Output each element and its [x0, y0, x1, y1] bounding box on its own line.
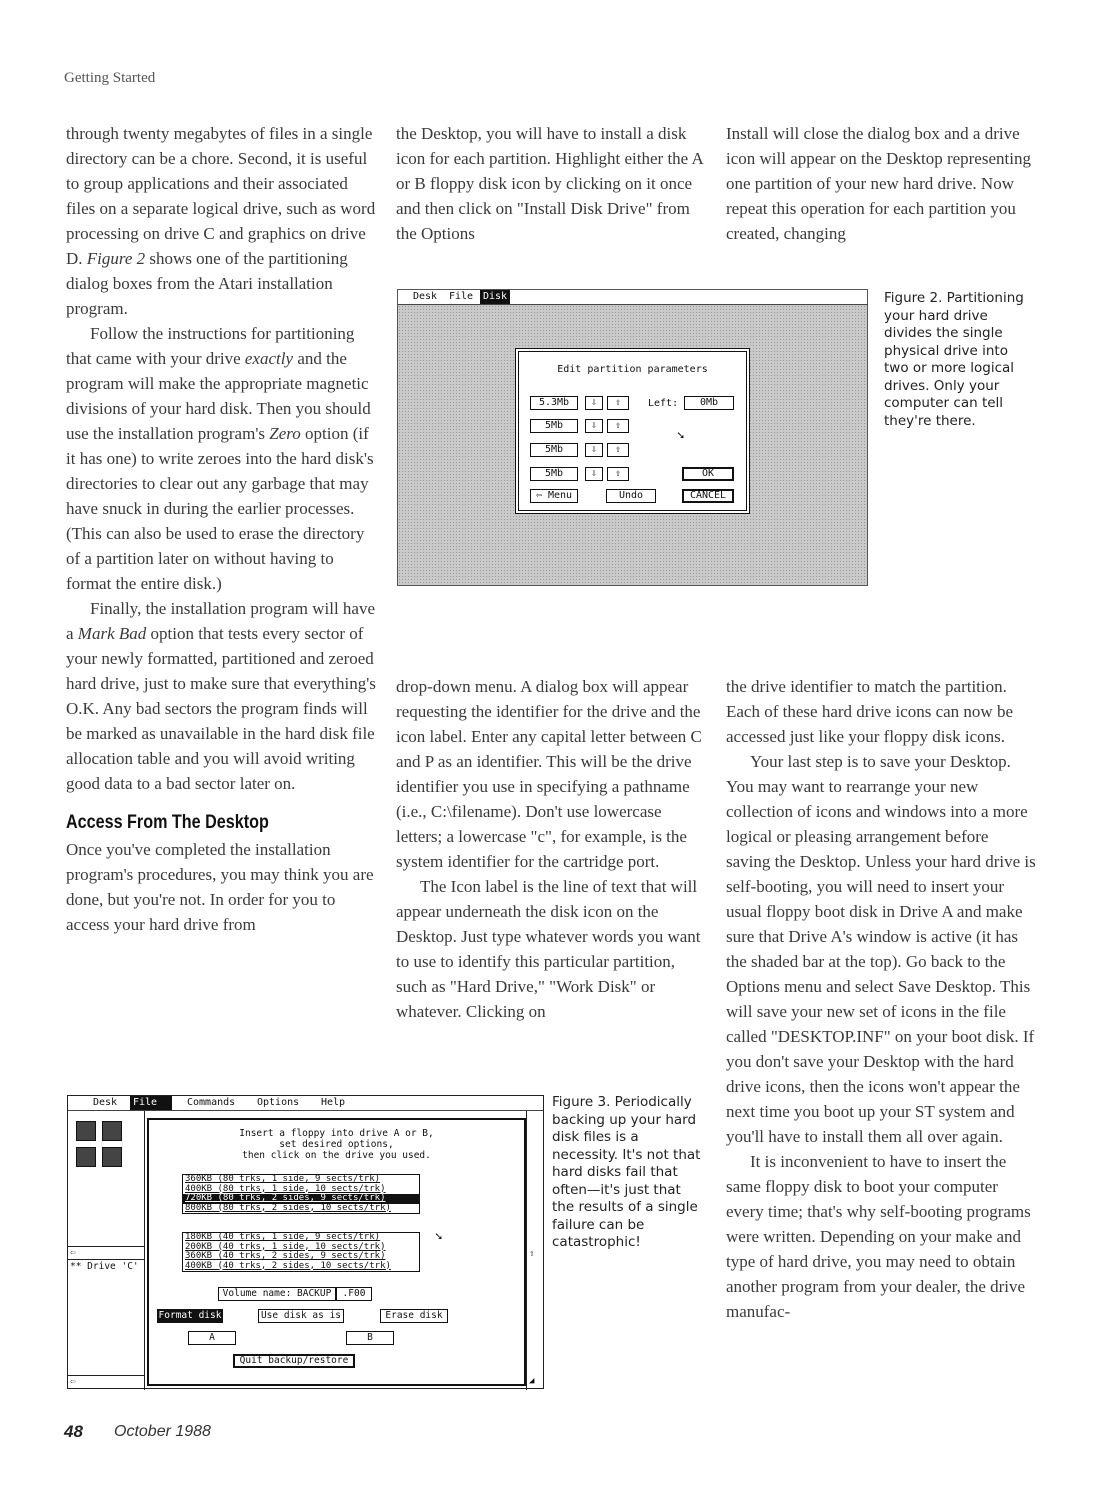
fig3-volume-ext-field[interactable]: .F00 [336, 1287, 372, 1301]
fig2-up-arrow-icon: ⇧ [607, 443, 629, 457]
fig2-down-arrow-icon: ⇩ [585, 419, 603, 433]
fig3-quit-button[interactable]: Quit backup/restore [233, 1354, 355, 1368]
fig2-up-arrow-icon: ⇧ [607, 467, 629, 481]
fig2-partition-4: 5Mb [530, 467, 578, 481]
fig3-resize-icon: ◢ [529, 1376, 535, 1386]
fig3-format-option[interactable]: 400KB (40 trks, 2 sides, 10 sects/trk) [185, 1260, 391, 1271]
folder-icon [102, 1121, 122, 1141]
fig2-dialog-title: Edit partition parameters [557, 364, 708, 375]
fig3-drive-window [68, 1111, 145, 1390]
file-icon [76, 1147, 96, 1167]
column-3-bottom [726, 674, 1036, 1324]
fig2-left-value: 0Mb [684, 396, 734, 410]
fig2-up-arrow-icon: ⇧ [607, 419, 629, 433]
fig2-ok-button[interactable]: OK [682, 467, 734, 481]
col1-paragraph-4: Once you've completed the installation program's procedures, you may think you are done, but you're not. In order for you to access your hard drive from [66, 840, 374, 934]
column-3-top [726, 121, 1036, 246]
fig3-menu-desk: Desk [93, 1097, 118, 1108]
fig3-scrollbar [526, 1111, 543, 1390]
figure-3-screenshot [67, 1095, 544, 1389]
fig3-format-disk-button[interactable]: Format disk [158, 1310, 222, 1321]
fig2-undo-button[interactable]: Undo [606, 489, 656, 503]
fig2-down-arrow-icon: ⇩ [585, 467, 603, 481]
fig2-partition-1: 5.3Mb [530, 396, 578, 410]
fig2-left-label: Left: [648, 398, 679, 409]
fig2-menu-desk: Desk [413, 291, 438, 302]
fig2-menu-button[interactable]: ⇦ Menu [530, 489, 578, 503]
fig3-format-option[interactable]: 180KB (40 trks, 1 side, 9 sects/trk) [185, 1232, 381, 1242]
fig3-scroll-arrow-icon: ⇦ [68, 1246, 144, 1260]
fig3-drive-label: ** Drive 'C' [70, 1261, 139, 1272]
col3-bottom-paragraph-1: the drive identifier to match the partition. Each of these hard drive icons can now be accessed just like your floppy disk icons. [726, 677, 1013, 746]
fig3-drive-b-button[interactable]: B [346, 1331, 394, 1345]
fig3-menu-options: Options [257, 1097, 300, 1108]
fig2-menu-file: File [449, 291, 474, 302]
fig2-partition-3: 5Mb [530, 443, 578, 457]
fig3-format-options-80 [182, 1174, 420, 1214]
fig3-erase-disk-button[interactable]: Erase disk [380, 1309, 448, 1323]
fig2-up-arrow-icon: ⇧ [607, 396, 629, 410]
fig2-menu-disk: Disk [480, 290, 510, 304]
fig2-cancel-button[interactable]: CANCEL [682, 489, 734, 503]
col3-bottom-paragraph-3: It is inconvenient to have to insert the same floppy disk to boot your computer every time; that's why self-booting programs were written. Depending on your make and type of hard drive, you may need to obtain another program from your dealer, the drive manufac- [726, 1152, 1031, 1321]
fig3-menubar [68, 1096, 543, 1111]
figure-2-screenshot [397, 289, 868, 586]
col2-bottom-paragraph-2: The Icon label is the line of text that will appear underneath the disk icon on the Desktop. Just type whatever words you want to use to identify this particular partition, such as "Hard Drive," "Work Disk" or whatever. Clicking on [396, 877, 701, 1021]
col1-paragraph-2: Follow the instructions for partitioning that came with your drive exactly and the program will make the appropriate magnetic divisions of your hard disk. Then you should use the installation program's Zero option (if it has one) to write zeroes into the hard disk's directories to clear out any garbage that may have snuck in during the earlier processes. (This can also be used to erase the directory of a partition later on without having to format the entire disk.) [66, 324, 374, 593]
col2-bottom-paragraph-1: drop-down menu. A dialog box will appear requesting the identifier for the drive and the icon label. Enter any capital letter between C and P as an identifier. This will be the drive identifier you use in specifying a pathname (i.e., C:\filename). Don't use lowercase letters; a lowercase "c", for example, is the system identifier for the cartridge port. [396, 677, 702, 871]
running-head: Getting Started [64, 70, 156, 86]
fig3-format-options-40 [182, 1232, 420, 1272]
fig3-format-option[interactable]: 360KB (80 trks, 1 side, 9 sects/trk) [185, 1174, 381, 1184]
fig3-format-option-selected[interactable]: 720KB (80 trks, 2 sides, 9 sects/trk) [183, 1194, 419, 1204]
mouse-pointer-icon: ➘ [435, 1229, 443, 1243]
fig2-menubar [398, 290, 867, 305]
fig3-drive-a-button[interactable]: A [188, 1331, 236, 1345]
col2-top-paragraph: the Desktop, you will have to install a disk icon for each partition. Highlight either the A or B floppy disk icon by clicking on it once and then click on "Install Disk Drive" from the Options [396, 124, 703, 243]
column-2-top [396, 121, 706, 246]
file-icon [102, 1147, 122, 1167]
fig3-format-option[interactable]: 400KB (80 trks, 1 side, 10 sects/trk) [185, 1183, 386, 1194]
col3-bottom-paragraph-2: Your last step is to save your Desktop. You may want to rearrange your new collection of icons and windows into a more logical or pleasing arrangement before saving the Desktop. Unless your hard drive is self-booting, you will need to insert your usual floppy boot disk in Drive A and make sure that Drive A's window is active (it has the shaded bar at the top). Go back to the Options menu and select Save Desktop. This will save your new set of icons in the file called "DESKTOP.INF" on your boot disk. If you don't save your Desktop with the hard drive icons, then the icons won't appear the next time you boot up your ST system and you'll have to install them all over again. [726, 752, 1036, 1146]
fig3-format-option[interactable]: 360KB (40 trks, 2 sides, 9 sects/trk) [185, 1251, 386, 1261]
fig3-menu-help: Help [321, 1097, 346, 1108]
column-2-bottom [396, 674, 706, 1024]
fig3-menu-commands: Commands [187, 1097, 236, 1108]
figure-2-caption: Figure 2. Partitioning your hard drive divides the single physical drive into two or more logical drives. Only your computer can tell they're there. [884, 290, 1024, 429]
fig3-format-option[interactable]: 200KB (40 trks, 1 side, 10 sects/trk) [185, 1241, 386, 1252]
fig3-menu-file: File [130, 1096, 172, 1110]
col1-paragraph-3: Finally, the installation program will have a Mark Bad option that tests every sector of your newly formatted, partitioned and zeroed hard drive, just to make sure that everything's O.K. Any bad sectors the program finds will be marked as unavailable in the hard disk file allocation table and you will avoid writing good data to a bad sector later on. [66, 599, 376, 793]
fig3-use-disk-button[interactable]: Use disk as is [258, 1309, 344, 1323]
fig3-volume-name-field[interactable]: Volume name: BACKUP [218, 1287, 336, 1301]
fig2-down-arrow-icon: ⇩ [585, 396, 603, 410]
fig3-dialog-message: Insert a floppy into drive A or B, set desired options, then click on the drive you used. [239, 1128, 434, 1161]
fig3-scroll-up-icon: ⇧ [529, 1249, 535, 1259]
section-heading: Access From The Desktop [66, 812, 269, 833]
fig2-down-arrow-icon: ⇩ [585, 443, 603, 457]
figure-3-caption: Figure 3. Periodically backing up your hard disk files is a necessity. It's not that hard disks fail that often—it's just that the results of a single failure can be catastrophic! [552, 1094, 701, 1250]
fig2-partition-2: 5Mb [530, 419, 578, 433]
page-number: 48 [64, 1422, 83, 1441]
column-1 [66, 121, 376, 937]
fig2-dialog [518, 351, 747, 511]
issue-date: October 1988 [114, 1423, 211, 1440]
col3-top-paragraph: Install will close the dialog box and a drive icon will appear on the Desktop representing one partition of your new hard drive. Now repeat this operation for each partition you created, changing [726, 124, 1031, 243]
mouse-pointer-icon: ➘ [677, 428, 685, 442]
folder-icon [76, 1121, 96, 1141]
fig3-scroll-left-icon: ⇦ [68, 1375, 144, 1388]
fig3-backup-dialog [147, 1118, 526, 1386]
fig3-format-option[interactable]: 800KB (80 trks, 2 sides, 10 sects/trk) [185, 1202, 391, 1213]
col1-paragraph-1: through twenty megabytes of files in a single directory can be a chore. Second, it is useful to group applications and their associated files on a separate logical drive, such as word processing on drive C and graphics on drive D. Figure 2 shows one of the partitioning dialog boxes from the Atari installation program. [66, 124, 376, 318]
